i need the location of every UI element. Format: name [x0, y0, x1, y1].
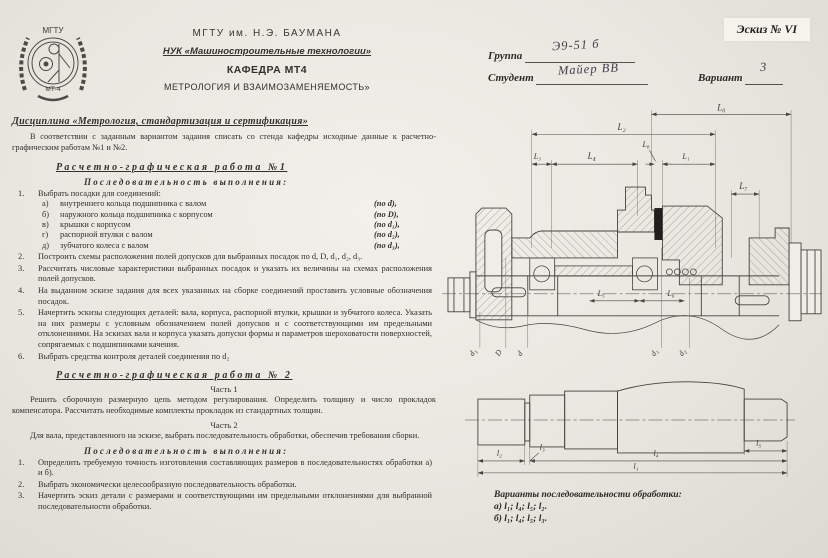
group-handwritten-value: Э9-51 б [551, 36, 600, 54]
list-item [12, 264, 436, 285]
sub-text: распорной втулки с валом [60, 230, 153, 240]
dim-label-L3: L₃ [533, 152, 541, 162]
variant-option-a: а) l₁; l₄; l₅; l₂. [494, 502, 548, 512]
shaft-profile [465, 382, 795, 453]
dim-label-L1: L₁ [682, 152, 690, 162]
bearings [530, 258, 697, 290]
spacer-sleeve [555, 266, 633, 276]
header-text [98, 8, 436, 92]
work2-title: Расчетно-графическая работа № 2 [56, 370, 293, 382]
right-cover [749, 228, 821, 321]
dim-label-L6: L₆ [667, 288, 675, 298]
sub-text: внутреннего кольца подшипника с валом [60, 199, 207, 209]
dim-label-l2: l₂ [496, 448, 502, 458]
dimension-lines [478, 448, 787, 473]
logo-bottom-text: МТ-4 [45, 86, 61, 93]
dia-label-d3: d₃ [467, 347, 479, 358]
school-name: НУК «Машиностроительные технологии» [162, 46, 372, 57]
variants-block [494, 490, 824, 524]
text-column [12, 8, 436, 513]
list-item [12, 286, 436, 307]
assembly-drawing [440, 98, 824, 360]
break-line [476, 316, 779, 340]
dim-label-L8: L₈ [642, 140, 650, 150]
list-item [12, 189, 436, 200]
student-handwritten-value: Майер ВВ [557, 60, 620, 78]
item-text: Выбрать экономически целесообразную последовательность обработки. [38, 479, 297, 489]
sub-text: крышки с корпусом [60, 220, 131, 229]
sub-note: (по d), [374, 199, 397, 209]
list-item [12, 252, 436, 263]
drawing-column [440, 6, 824, 524]
dim-label-l5: l₅ [756, 438, 762, 448]
shaft-drawing [440, 365, 824, 481]
list-item [12, 480, 436, 491]
sub-text: зубчатого колеса с валом [60, 240, 149, 250]
dim-label-L7: L₇ [739, 181, 748, 192]
gear-wheel-section [476, 208, 512, 320]
dim-label-l4: l₄ [653, 448, 659, 458]
item-number: 4. [18, 286, 25, 295]
sub-letter: в) [42, 220, 49, 229]
dia-label-D: D [493, 347, 504, 358]
university-name: МГТУ им. Н.Э. БАУМАНА [192, 28, 342, 39]
student-stamp-block [440, 6, 824, 98]
item-text: Построить схемы расположения полей допусков для выбранных посадок по d, D, d₁, d₂, d₃. [38, 252, 363, 262]
variant-field [698, 72, 783, 85]
dim-label-L4: L₄ [587, 151, 596, 162]
item-number: 5. [18, 308, 25, 318]
sub-note: (по d₁), [374, 220, 400, 229]
student-label: Студент [488, 72, 534, 84]
variants-title: Варианты последовательности обработки: [494, 490, 682, 500]
discipline-line: Дисциплина «Метрология, стандартизация и сертификация» [12, 116, 309, 127]
sub-letter: г) [42, 230, 49, 240]
item-text: На выданном эскизе задания для всех указанных на сборке соединений проставить условные обозначения посадок. [38, 286, 432, 306]
dim-label-L0: L₀ [717, 102, 726, 113]
item-text: Выбрать посадки для соединений: [38, 188, 161, 198]
item-number: 3. [18, 491, 25, 501]
work1-subtitle: Последовательность выполнения: [84, 176, 289, 187]
list-item [12, 491, 436, 512]
sub-item [12, 230, 436, 240]
item-number: 3. [18, 263, 25, 273]
variant-handwritten-value: 3 [759, 59, 768, 75]
work2-subtitle: Последовательность выполнения: [84, 445, 289, 456]
part1-text: Решить сборочную размерную цепь методом регулирования. Определить толщину и число прокладок компенсатора. Рассчитать необходимые комплекты прокладок из стандартных толщин. [12, 395, 436, 415]
dia-label-d2: d₂ [676, 347, 688, 358]
item-text: Начертить эскиз детали с размерами и соответствующими им предельными отклонениями для выбранной последовательности обработки. [38, 491, 432, 511]
part1-label: Часть 1 [210, 384, 238, 395]
group-label: Группа [488, 50, 523, 62]
sub-note: (по d₃), [374, 240, 400, 250]
part2-text: Для вала, представленного на эскизе, выбрать последовательность обработки, обеспечив требования сборки. [30, 430, 420, 440]
item-text: Начертить эскизы следующих деталей: вала, корпуса, распорной втулки, крышки и зубчатого колеса. Указать на них размеры с условным обозначением полей допусков и с соответствующими им предельными отклонениями. На эскизах вала и корпуса указать допуски формы и параметров шероховатости поверхностей, сопрягаемых с подшипниками качения. [38, 308, 432, 349]
sub-text: наружного кольца подшипника с корпусом [60, 209, 213, 219]
sub-item [12, 220, 436, 230]
university-logo [12, 8, 98, 113]
item-number: 2. [18, 479, 25, 489]
sketch-number-stamp: Эскиз № VI [724, 18, 810, 41]
dim-label-L5: L₅ [597, 288, 605, 298]
header [12, 8, 436, 113]
sub-item [12, 210, 436, 220]
sub-item [12, 241, 436, 251]
part2-label: Часть 2 [210, 419, 238, 430]
item-number: 1. [18, 188, 25, 198]
sub-letter: а) [42, 199, 49, 209]
item-text: Рассчитать числовые характеристики выбранных посадок и указать их величины на схемах расположения полей допусков. [38, 263, 432, 284]
item-number: 1. [18, 457, 25, 467]
seal-ring [654, 208, 662, 240]
sub-letter: б) [42, 209, 50, 219]
dim-label-l3: l₃ [539, 442, 545, 452]
sub-note: (по d₂), [374, 230, 400, 240]
extension-lines [478, 438, 787, 477]
list-item [12, 308, 436, 350]
cover-boss [618, 187, 655, 232]
department-name: КАФЕДРА МТ4 [226, 64, 308, 76]
sub-note: (по D), [374, 209, 399, 219]
variant-label: Вариант [698, 72, 743, 84]
sub-letter: д) [42, 240, 50, 250]
item-text: Определить требуемую точность изготовления составляющих размеров в последовательностях обработки а) и б). [38, 457, 432, 478]
work1-title: Расчетно-графическая работа №1 [56, 161, 288, 173]
intro-paragraph: В соответствии с заданным вариантом задания списать со стенда кафедры исходные данные к расчетно-графическим работам №1 и №2. [12, 132, 436, 152]
item-text: Выбрать средства контроля деталей соединения по d₂ [38, 351, 230, 361]
dia-label-d: d [515, 349, 525, 358]
dim-label-L2: L₂ [617, 122, 626, 133]
item-number: 2. [18, 252, 25, 262]
list-item [12, 458, 436, 479]
dim-label-l1: l₁ [633, 461, 639, 471]
sub-item [12, 199, 436, 209]
course-name: МЕТРОЛОГИЯ И ВЗАИМОЗАМЕНЯЕМОСТЬ» [164, 82, 370, 92]
variant-option-b: б) l₁; l₄; l₅; l₃. [494, 514, 548, 524]
dia-label-d1: d₁ [648, 347, 660, 358]
logo-top-text: МГТУ [42, 26, 64, 35]
list-item [12, 352, 436, 363]
item-number: 6. [18, 351, 25, 361]
